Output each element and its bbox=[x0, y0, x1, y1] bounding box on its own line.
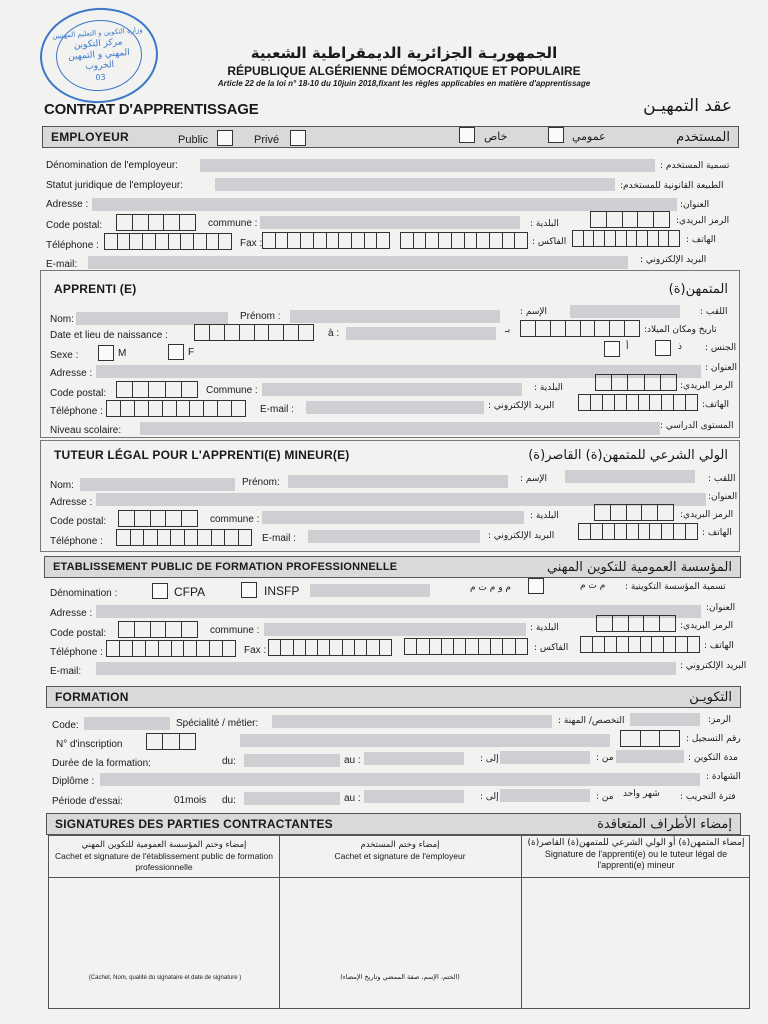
section-title-ar: المتمهن(ة) bbox=[668, 281, 728, 297]
naissance-ar-cells[interactable] bbox=[520, 320, 640, 337]
hatif-cells[interactable] bbox=[572, 230, 680, 247]
section-title: ETABLISSEMENT PUBLIC DE FORMATION PROFESSIONNELLE bbox=[53, 561, 398, 573]
stamp-line: الخروب bbox=[84, 59, 115, 72]
mmtm-checkbox[interactable] bbox=[528, 578, 544, 594]
signature-area-apprenti[interactable] bbox=[523, 880, 748, 1008]
section-title-ar: الولي الشرعي للمتمهن(ة) القاصر(ة) bbox=[528, 447, 728, 463]
code-postal-cells[interactable] bbox=[116, 381, 198, 398]
fax-ar-cells[interactable] bbox=[400, 232, 528, 249]
signature-col-employeur bbox=[284, 840, 516, 862]
tasjil-cells[interactable] bbox=[620, 730, 680, 747]
ramz-label: الرمز البريدي: bbox=[680, 621, 734, 631]
tasmiya-label: تسمية المؤسسة التكوينية : bbox=[625, 582, 726, 592]
hatif-cells[interactable] bbox=[578, 394, 698, 411]
fax-ar-cells[interactable] bbox=[404, 638, 528, 655]
ramz-field[interactable] bbox=[630, 713, 700, 726]
telephone-cells[interactable] bbox=[116, 529, 252, 546]
adresse-label: Adresse : bbox=[46, 199, 89, 210]
ramz-cells[interactable] bbox=[590, 211, 670, 228]
sexe-f-label: F bbox=[188, 347, 195, 358]
statut-label: Statut juridique de l'employeur: bbox=[46, 180, 183, 191]
code-field[interactable] bbox=[84, 717, 170, 730]
col-title-ar: إمضاء وختم المستخدم bbox=[360, 840, 440, 850]
prenom-field[interactable] bbox=[288, 475, 508, 488]
contract-title-ar: عقد التمهيـن bbox=[643, 96, 732, 116]
signature-header-line bbox=[48, 877, 750, 878]
commune-label: commune : bbox=[210, 514, 260, 525]
inscription-label: N° d'inscription bbox=[56, 739, 123, 750]
ila-label: إلى : bbox=[480, 792, 499, 802]
nom-field[interactable] bbox=[80, 478, 235, 491]
ramz-label: الرمز البريدي: bbox=[680, 510, 734, 520]
shahada-label: الشهادة : bbox=[706, 772, 741, 782]
fax-label-ar: الفاكس : bbox=[532, 237, 567, 247]
periode-au-label: au : bbox=[344, 793, 361, 804]
laqab-label: اللقب : bbox=[708, 474, 736, 484]
ila-label: إلى : bbox=[480, 754, 499, 764]
fax-label: Fax : bbox=[244, 645, 267, 656]
omomi-checkbox[interactable] bbox=[548, 127, 564, 143]
a-label: à : bbox=[328, 328, 340, 339]
section-signatures-header bbox=[46, 813, 741, 835]
adresse-field[interactable] bbox=[92, 198, 677, 211]
signature-col-etab bbox=[54, 840, 274, 873]
insfp-checkbox[interactable] bbox=[241, 582, 257, 598]
stamp-line: المهني و التمهين bbox=[67, 47, 131, 63]
email-field[interactable] bbox=[96, 662, 676, 675]
prive-label: Privé bbox=[254, 134, 280, 146]
public-label: Public bbox=[178, 134, 208, 146]
code-postal-cells[interactable] bbox=[118, 510, 198, 527]
sexe-dhakar-label: ذ bbox=[678, 342, 683, 352]
ramz-cells[interactable] bbox=[594, 504, 674, 521]
laqab-label: اللقب : bbox=[700, 307, 728, 317]
adresse-label-ar: العنوان: bbox=[708, 492, 738, 502]
duree-du-field[interactable] bbox=[244, 754, 340, 767]
col-title-ar: إمضاء المتمهن(ة) أو الولي الشرعي للمتمهن(ة) القاصر(ة) bbox=[527, 838, 745, 848]
section-title: TUTEUR LÉGAL POUR L'APPRENTI(E) MINEUR(E) bbox=[54, 448, 350, 462]
republic-title-ar: الجمهوريـة الجزائرية الديمقراطية الشعبية bbox=[250, 44, 558, 62]
section-title-ar: إمضاء الأطراف المتعاقدة bbox=[597, 816, 732, 832]
specialite-label: Spécialité / métier: bbox=[176, 718, 259, 729]
inscription-cells[interactable] bbox=[146, 733, 196, 750]
email-field[interactable] bbox=[306, 401, 484, 414]
ramz-cells[interactable] bbox=[596, 615, 676, 632]
signature-foot-ar: (الختم، الإسم، صفة الممضي وتاريخ الإمضاء) bbox=[340, 973, 460, 981]
hatif-cells[interactable] bbox=[578, 523, 698, 540]
telephone-label: Téléphone : bbox=[46, 240, 99, 251]
commune-label: Commune : bbox=[206, 385, 258, 396]
baladia-label: البلدية : bbox=[534, 383, 563, 393]
nom-label: Nom: bbox=[50, 314, 74, 325]
ramz-label: الرمز البريدي: bbox=[676, 216, 730, 226]
lieu-field[interactable] bbox=[346, 327, 496, 340]
hatif-label: الهاتف: bbox=[702, 400, 729, 410]
nom-label: Nom: bbox=[50, 480, 74, 491]
code-postal-label: Code postal: bbox=[50, 388, 107, 399]
code-postal-cells[interactable] bbox=[116, 214, 196, 231]
section-title-ar: المؤسسة العمومية للتكوين المهني bbox=[546, 559, 732, 575]
commune-field[interactable] bbox=[262, 383, 522, 396]
duree-du-label: du: bbox=[222, 756, 236, 767]
commune-field[interactable] bbox=[262, 511, 524, 524]
sexe-m-checkbox[interactable] bbox=[98, 345, 114, 361]
section-title-ar: التكويـن bbox=[689, 689, 732, 705]
code-postal-label: Code postal: bbox=[50, 628, 107, 639]
bi-label: بـ bbox=[505, 325, 511, 335]
sexe-label: Sexe : bbox=[50, 350, 79, 361]
ism-label: الإسم : bbox=[520, 474, 548, 484]
ism-field[interactable] bbox=[570, 305, 680, 318]
denomination-label: Dénomination de l'employeur: bbox=[46, 160, 178, 171]
ramz-label: الرمز: bbox=[708, 715, 732, 725]
section-etab-header bbox=[44, 556, 741, 578]
prenom-label: Prénom : bbox=[240, 311, 281, 322]
jins-label: الجنس : bbox=[705, 343, 737, 353]
denomination-label-ar: تسمية المستخدم : bbox=[660, 161, 730, 171]
col-title-fr: Cachet et signature de l'employeur bbox=[334, 851, 466, 861]
prenom-label: Prénom: bbox=[242, 477, 280, 488]
takhassus-label: التخصص/ المهنة : bbox=[558, 716, 625, 726]
inscription-field[interactable] bbox=[240, 734, 610, 747]
periode-du-field[interactable] bbox=[244, 792, 340, 805]
fax-label: Fax : bbox=[240, 238, 263, 249]
denomination-label: Dénomination : bbox=[50, 588, 118, 599]
ramz-cells[interactable] bbox=[595, 374, 677, 391]
commune-label: commune : bbox=[210, 625, 260, 636]
section-employeur-header bbox=[42, 126, 739, 148]
adresse-label: Adresse : bbox=[50, 368, 93, 379]
email-label-ar: البريد الإلكتروني : bbox=[680, 661, 747, 671]
email-label: E-mail : bbox=[260, 404, 294, 415]
commune-field[interactable] bbox=[260, 216, 520, 229]
telephone-label: Téléphone : bbox=[50, 647, 103, 658]
fax-cells[interactable] bbox=[268, 639, 392, 656]
section-title: SIGNATURES DES PARTIES CONTRACTANTES bbox=[55, 817, 333, 831]
periode-ila-field[interactable] bbox=[500, 789, 590, 802]
prenom-field[interactable] bbox=[290, 310, 500, 323]
adresse-label-ar: العنوان: bbox=[706, 603, 736, 613]
signature-col-apprenti bbox=[526, 838, 746, 871]
hatif-label: الهاتف : bbox=[686, 235, 716, 245]
periode-au-field[interactable] bbox=[364, 790, 464, 803]
adresse-label-ar: العنوان: bbox=[680, 200, 710, 210]
signature-foot-fr: (Cachet, Nom, qualité du signataire et date de signature ) bbox=[88, 975, 242, 981]
sexe-m-label: M bbox=[118, 348, 127, 359]
naissance-label-ar: تاريخ ومكان الميلاد: bbox=[644, 325, 717, 335]
section-title: APPRENTI (E) bbox=[54, 282, 137, 296]
section-apprenti-header bbox=[46, 278, 736, 300]
statut-label-ar: الطبيعة القانونية للمستخدم: bbox=[620, 181, 724, 191]
public-checkbox[interactable] bbox=[217, 130, 233, 146]
cfpa-label: CFPA bbox=[174, 585, 206, 599]
signature-divider bbox=[279, 835, 280, 1009]
specialite-field[interactable] bbox=[272, 715, 552, 728]
law-article: Article 22 de la loi n° 18-10 du 10juin 2018,fixant les règles applicables en matière d'apprentissage bbox=[217, 79, 591, 88]
contract-title-fr: CONTRAT D'APPRENTISSAGE bbox=[44, 101, 259, 118]
ism-label: الإسم : bbox=[520, 307, 548, 317]
mudda-label: مدة التكوين : bbox=[688, 753, 738, 763]
hatif-cells[interactable] bbox=[580, 636, 700, 653]
commune-field[interactable] bbox=[264, 623, 526, 636]
niveau-label-ar: المستوى الدراسي : bbox=[660, 421, 734, 431]
code-postal-cells[interactable] bbox=[118, 621, 198, 638]
adresse-label: Adresse : bbox=[50, 608, 93, 619]
hatif-label: الهاتف : bbox=[704, 641, 734, 651]
insfp-label: INSFP bbox=[264, 584, 300, 598]
telephone-cells[interactable] bbox=[106, 400, 246, 417]
mmtm-label: م و م ت م bbox=[470, 583, 511, 593]
omomi-label: عمومي bbox=[572, 130, 606, 143]
mtt-label: م ت م bbox=[580, 581, 606, 591]
email-label: E-mail: bbox=[50, 666, 82, 677]
email-field[interactable] bbox=[308, 530, 480, 543]
sexe-untha-checkbox[interactable] bbox=[604, 341, 620, 357]
section-formation-header bbox=[46, 686, 741, 708]
periode-value: 01mois bbox=[174, 795, 207, 806]
niveau-field[interactable] bbox=[140, 422, 660, 435]
section-title: FORMATION bbox=[55, 690, 129, 704]
tasjil-label: رقم التسجيل : bbox=[686, 734, 741, 744]
code-postal-label: Code postal: bbox=[50, 516, 107, 527]
section-title: EMPLOYEUR bbox=[51, 130, 129, 144]
khas-checkbox[interactable] bbox=[459, 127, 475, 143]
col-title-ar: إمضاء وختم المؤسسة العمومية للتكوين المهني bbox=[81, 840, 247, 850]
niveau-label: Niveau scolaire: bbox=[50, 425, 122, 436]
telephone-label: Téléphone : bbox=[50, 406, 103, 417]
ism-field[interactable] bbox=[565, 470, 695, 483]
statut-field[interactable] bbox=[215, 178, 615, 191]
section-tuteur-header bbox=[46, 444, 736, 466]
duree-label: Durée de la formation: bbox=[52, 758, 151, 769]
commune-label: commune : bbox=[208, 218, 258, 229]
adresse-label-ar: العنوان : bbox=[705, 363, 737, 373]
diplome-field[interactable] bbox=[100, 773, 700, 786]
email-label: E-mail: bbox=[46, 259, 78, 270]
ila-field[interactable] bbox=[500, 751, 590, 764]
code-postal-label: Code postal: bbox=[46, 220, 103, 231]
signature-divider bbox=[521, 835, 522, 1009]
khas-label: خاص bbox=[484, 130, 508, 143]
min-label: من : bbox=[596, 753, 614, 763]
fatra-label: فترة التجريب : bbox=[680, 792, 736, 802]
col-title-fr: Cachet et signature de l'établissement public de formation professionnelle bbox=[54, 851, 274, 872]
ramz-label: الرمز البريدي: bbox=[680, 381, 734, 391]
code-label: Code: bbox=[52, 720, 79, 731]
periode-label: Période d'essai: bbox=[52, 796, 123, 807]
periode-du-label: du: bbox=[222, 795, 236, 806]
duree-au-field[interactable] bbox=[364, 752, 464, 765]
shahr-value: شهر واحد bbox=[623, 789, 660, 799]
duree-au-label: au : bbox=[344, 755, 361, 766]
fax-cells[interactable] bbox=[262, 232, 390, 249]
diplome-label: Diplôme : bbox=[52, 776, 95, 787]
prive-checkbox[interactable] bbox=[290, 130, 306, 146]
telephone-cells[interactable] bbox=[106, 640, 236, 657]
email-label: E-mail : bbox=[262, 533, 296, 544]
min-field[interactable] bbox=[616, 750, 684, 763]
stamp-line: 03 bbox=[95, 72, 106, 83]
baladia-label: البلدية : bbox=[530, 219, 559, 229]
email-label-ar: البريد الإلكتروني : bbox=[488, 401, 555, 411]
denomination-field[interactable] bbox=[200, 159, 655, 172]
telephone-cells[interactable] bbox=[104, 233, 232, 250]
cfpa-checkbox[interactable] bbox=[152, 583, 168, 599]
denomination-field[interactable] bbox=[310, 584, 430, 597]
sexe-untha-label: أ bbox=[626, 342, 629, 352]
republic-title-fr: RÉPUBLIQUE ALGÉRIENNE DÉMOCRATIQUE ET POPULAIRE bbox=[227, 64, 581, 78]
telephone-label: Téléphone : bbox=[50, 536, 103, 547]
email-label-ar: البريد الإلكتروني : bbox=[488, 531, 555, 541]
baladia-label: البلدية : bbox=[530, 511, 559, 521]
email-label-ar: البريد الإلكتروني : bbox=[640, 255, 707, 265]
hatif-label: الهاتف : bbox=[702, 528, 732, 538]
section-title-ar: المستخدم bbox=[676, 129, 730, 145]
col-title-fr: Signature de l'apprenti(e) ou le tuteur légal de l'apprenti(e) mineur bbox=[544, 849, 728, 870]
fax-label-ar: الفاكس : bbox=[534, 643, 569, 653]
sexe-f-checkbox[interactable] bbox=[168, 344, 184, 360]
stamp-line: وزارة التكوين و التعليم المهنيين bbox=[51, 25, 143, 41]
adresse-label: Adresse : bbox=[50, 497, 93, 508]
naissance-label: Date et lieu de naissance : bbox=[50, 330, 168, 341]
min-label: من : bbox=[596, 792, 614, 802]
sexe-dhakar-checkbox[interactable] bbox=[655, 340, 671, 356]
baladia-label: البلدية : bbox=[530, 623, 559, 633]
email-field[interactable] bbox=[88, 256, 628, 269]
naissance-cells[interactable] bbox=[194, 324, 314, 341]
stamp-line: مركز التكوين bbox=[73, 37, 123, 51]
